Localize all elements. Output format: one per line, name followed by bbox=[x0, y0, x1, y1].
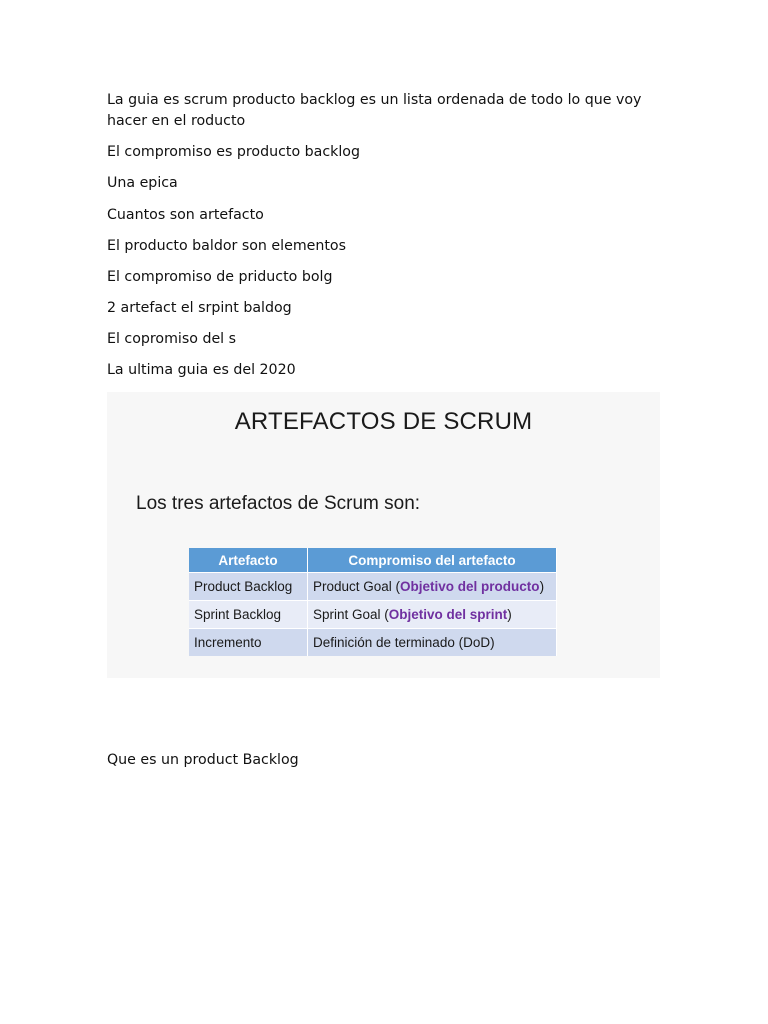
note-line-8: El copromiso del s bbox=[107, 331, 237, 347]
commitment-highlight: Objetivo del sprint bbox=[388, 607, 508, 622]
table-cell-artefact: Product Backlog bbox=[189, 573, 308, 601]
commitment-text: Product Goal ( bbox=[313, 579, 401, 594]
table-header-row bbox=[189, 548, 557, 573]
table-cell-commitment bbox=[308, 601, 557, 629]
slide-title: ARTEFACTOS DE SCRUM bbox=[234, 408, 533, 435]
table-row bbox=[189, 601, 557, 629]
note-line-2: El compromiso es producto backlog bbox=[107, 144, 360, 160]
table-header-commitment: Compromiso del artefacto bbox=[308, 548, 557, 573]
table-cell-artefact: Sprint Backlog bbox=[189, 601, 308, 629]
table-row bbox=[189, 573, 557, 601]
embedded-slide-image bbox=[107, 392, 660, 678]
note-line-7: 2 artefact el srpint baldog bbox=[107, 300, 292, 316]
note-line-4: Cuantos son artefacto bbox=[107, 207, 264, 223]
note-line-1: La guia es scrum producto backlog es un lista ordenada de todo lo que voy hacer en el roducto bbox=[107, 92, 642, 129]
slide-subtitle: Los tres artefactos de Scrum son: bbox=[136, 493, 421, 514]
commitment-text: Sprint Goal ( bbox=[313, 607, 389, 622]
commitment-highlight: Objetivo del producto bbox=[400, 579, 540, 594]
table-cell-commitment bbox=[308, 629, 557, 657]
artefacts-table bbox=[189, 548, 557, 656]
table-header-artefact: Artefacto bbox=[189, 548, 308, 573]
note-line-6: El compromiso de priducto bolg bbox=[107, 269, 333, 285]
note-line-5: El producto baldor son elementos bbox=[107, 238, 346, 254]
commitment-text-end: ) bbox=[507, 607, 512, 622]
commitment-text: Definición de terminado (DoD) bbox=[313, 635, 495, 650]
note-line-9: La ultima guia es del 2020 bbox=[107, 362, 296, 378]
table-cell-artefact: Incremento bbox=[189, 629, 308, 657]
table-row bbox=[189, 629, 557, 657]
commitment-text-end: ) bbox=[539, 579, 545, 594]
question-line: Que es un product Backlog bbox=[107, 752, 299, 768]
table-cell-commitment bbox=[308, 573, 557, 601]
note-line-3: Una epica bbox=[107, 175, 178, 191]
